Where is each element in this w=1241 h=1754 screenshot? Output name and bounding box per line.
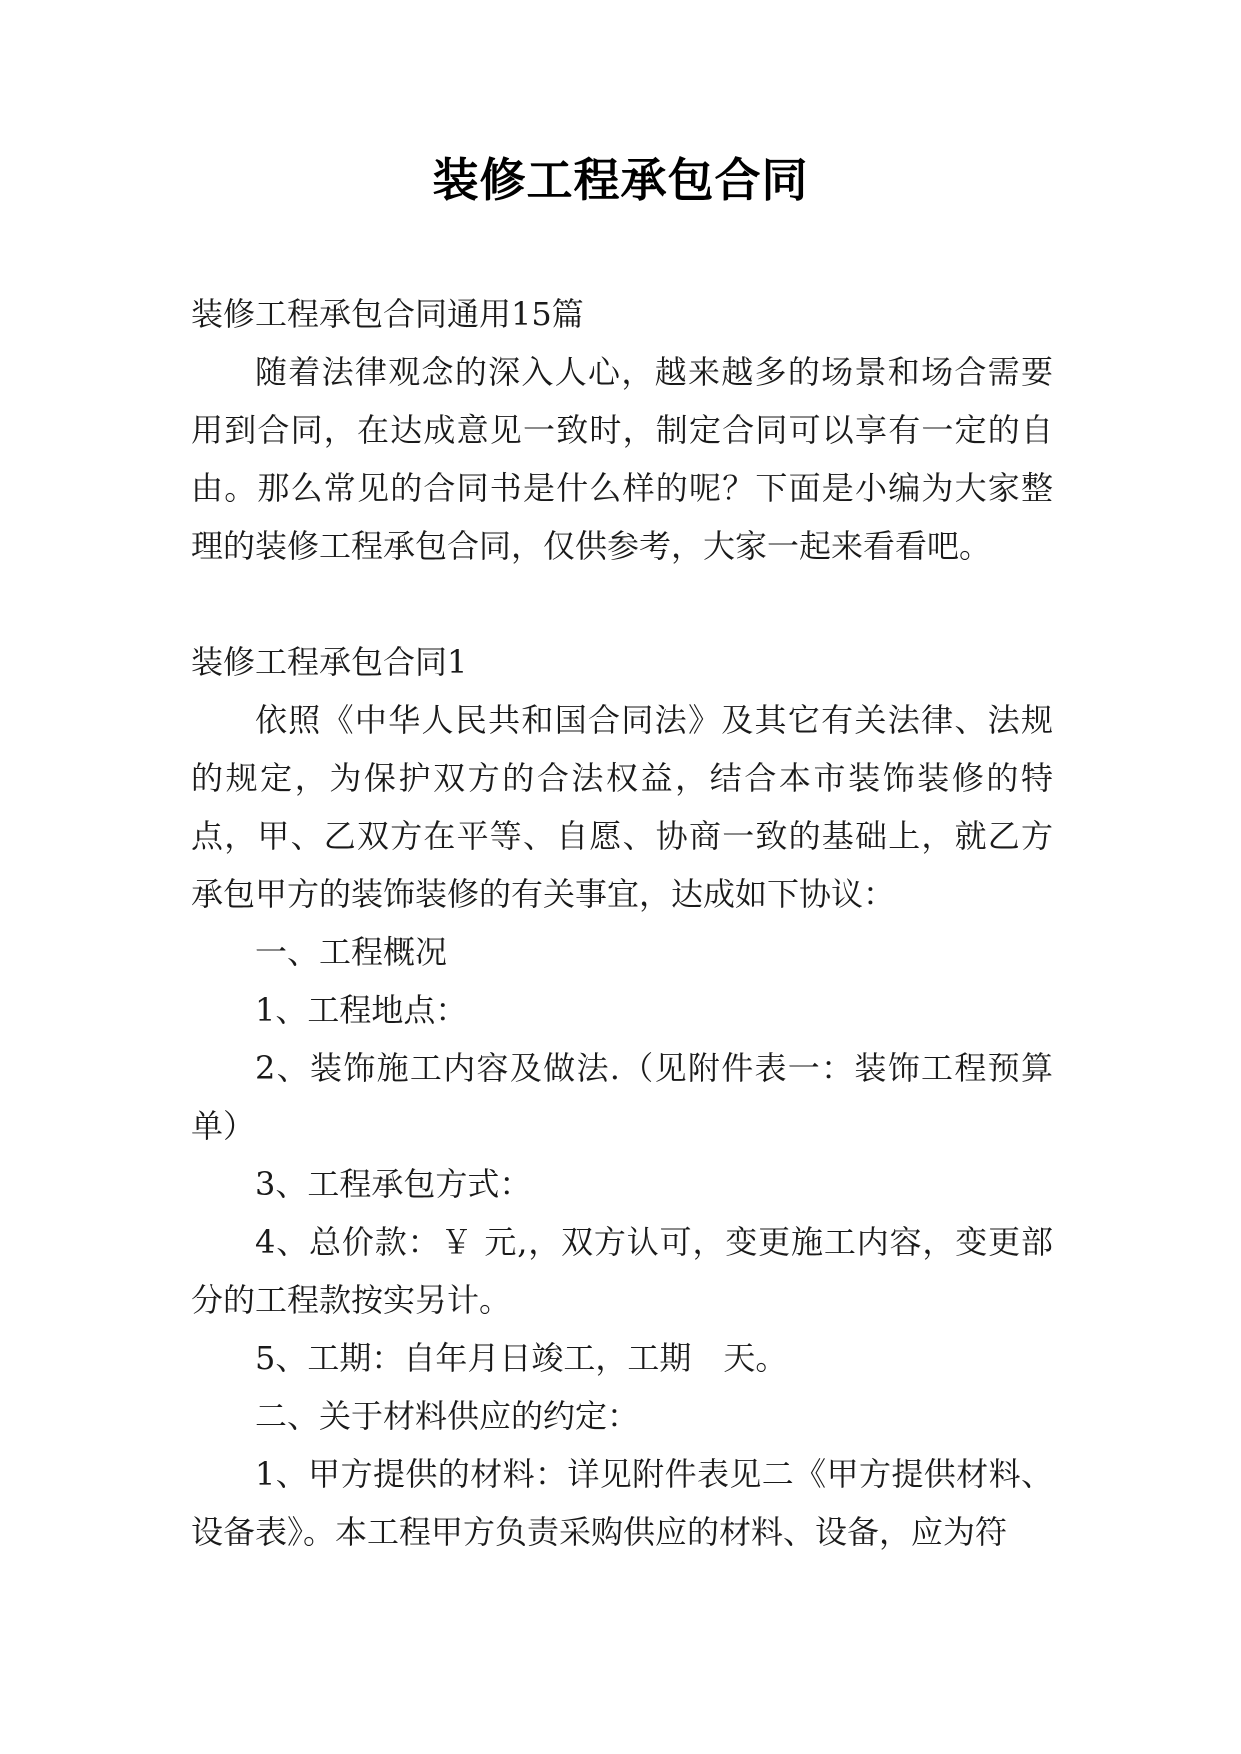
preamble-paragraph: 依照《中华人民共和国合同法》及其它有关法律、法规的规定，为保护双方的合法权益，结合本市装饰装修的特点，甲、乙双方在平等、自愿、协商一致的基础上，就乙方承包甲方的装饰装修的有关事宜，达成如下协议： — [191, 701, 1053, 913]
section-heading: 二、关于材料供应的约定： — [255, 1397, 640, 1435]
collection-heading: 装修工程承包合同通用15篇 — [191, 295, 584, 333]
clause-item: 2、装饰施工内容及做法.（见附件表一：装饰工程预算单） — [191, 1049, 1053, 1145]
paragraph-spacer — [191, 575, 1053, 633]
document-body — [191, 285, 1053, 1561]
clause-item: 4、总价款：￥ 元,，双方认可，变更施工内容，变更部分的工程款按实另计。 — [191, 1223, 1053, 1319]
clause-item: 3、工程承包方式： — [255, 1165, 532, 1203]
section-heading: 一、工程概况 — [255, 933, 448, 971]
intro-paragraph: 随着法律观念的深入人心，越来越多的场景和场合需要用到合同，在达成意见一致时，制定合同可以享有一定的自由。那么常见的合同书是什么样的呢？下面是小编为大家整理的装修工程承包合同，仅供参考，大家一起来看看吧。 — [191, 353, 1053, 565]
clause-item: 5、工期：自年月日竣工，工期 天。 — [255, 1339, 788, 1377]
document-title: 装修工程承包合同 — [432, 153, 809, 207]
contract-heading: 装修工程承包合同1 — [191, 643, 468, 681]
clause-item: 1、甲方提供的材料：详见附件表见二《甲方提供材料、设备表》。本工程甲方负责采购供应的材料、设备，应为符 — [191, 1455, 1053, 1551]
clause-item: 1、工程地点： — [255, 991, 468, 1029]
